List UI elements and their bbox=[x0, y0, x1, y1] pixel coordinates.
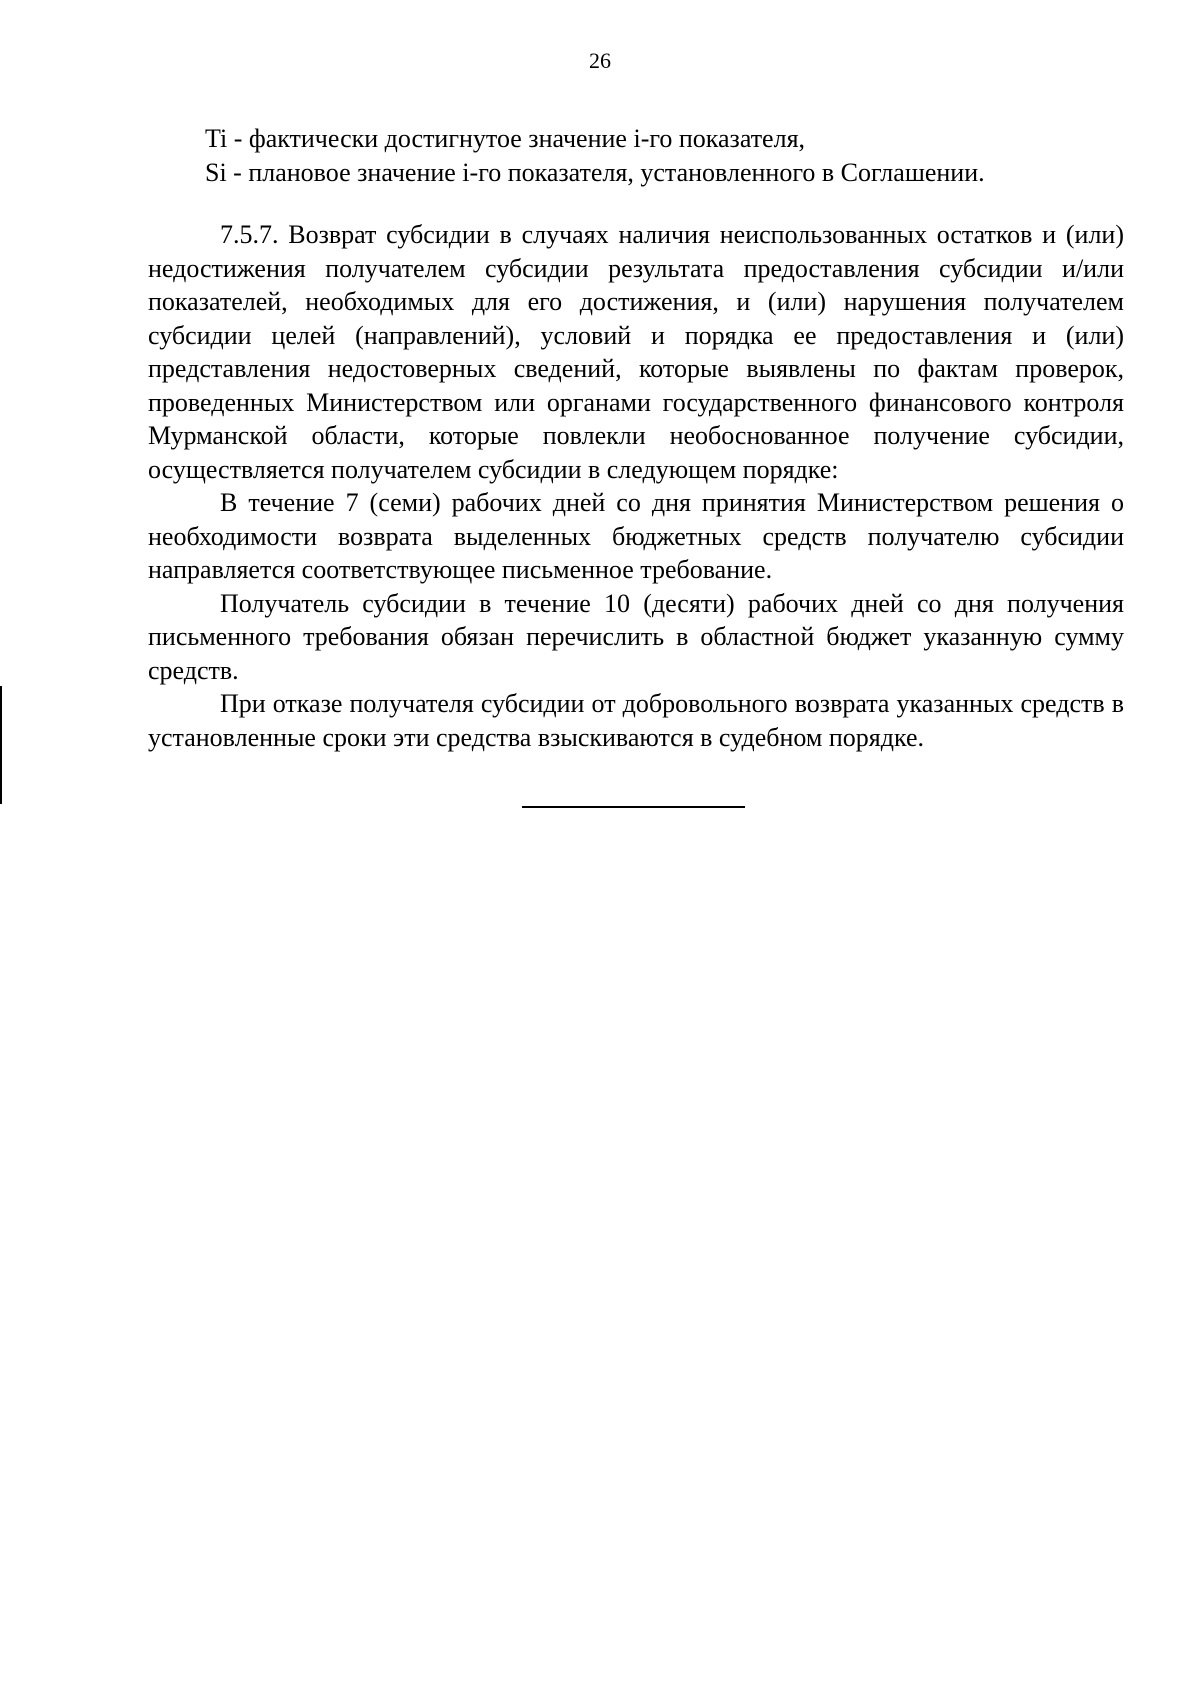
page-number: 26 bbox=[589, 48, 611, 73]
document-body bbox=[148, 218, 1124, 754]
definition-si: Si - плановое значение i-го показателя, установленного в Соглашении. bbox=[205, 158, 985, 187]
definitions-block bbox=[205, 122, 1105, 190]
paragraph-notice-deadline: В течение 7 (семи) рабочих дней со дня принятия Министерством решения о необходимости возврата выделенных бюджетных средств получателю субсидии направляется соответствующее письменное требование. bbox=[148, 488, 1124, 584]
end-of-text-rule bbox=[522, 806, 745, 808]
scan-margin-mark bbox=[0, 686, 2, 804]
paragraph-court-recovery: При отказе получателя субсидии от добровольного возврата указанных средств в установленные сроки эти средства взыскиваются в судебном порядке. bbox=[148, 689, 1124, 752]
definition-ti: Ti - фактически достигнутое значение i-го показателя, bbox=[205, 124, 806, 153]
paragraph-7-5-7: 7.5.7. Возврат субсидии в случаях наличия неиспользованных остатков и (или) недостижения получателем субсидии результата предоставления субсидии и/или показателей, необходимых для его достижения, и (или) нарушения получателем субсидии целей (направлений), условий и порядка ее предоставления и (или) представления недостоверных сведений, которые выявлены по фактам проверок, проведенных Министерством или органами государственного финансового контроля Мурманской области, которые повлекли необоснованное получение субсидии, осуществляется получателем субсидии в следующем порядке: bbox=[148, 220, 1124, 484]
paragraph-return-deadline: Получатель субсидии в течение 10 (десяти) рабочих дней со дня получения письменного требования обязан перечислить в областной бюджет указанную сумму средств. bbox=[148, 588, 1124, 685]
